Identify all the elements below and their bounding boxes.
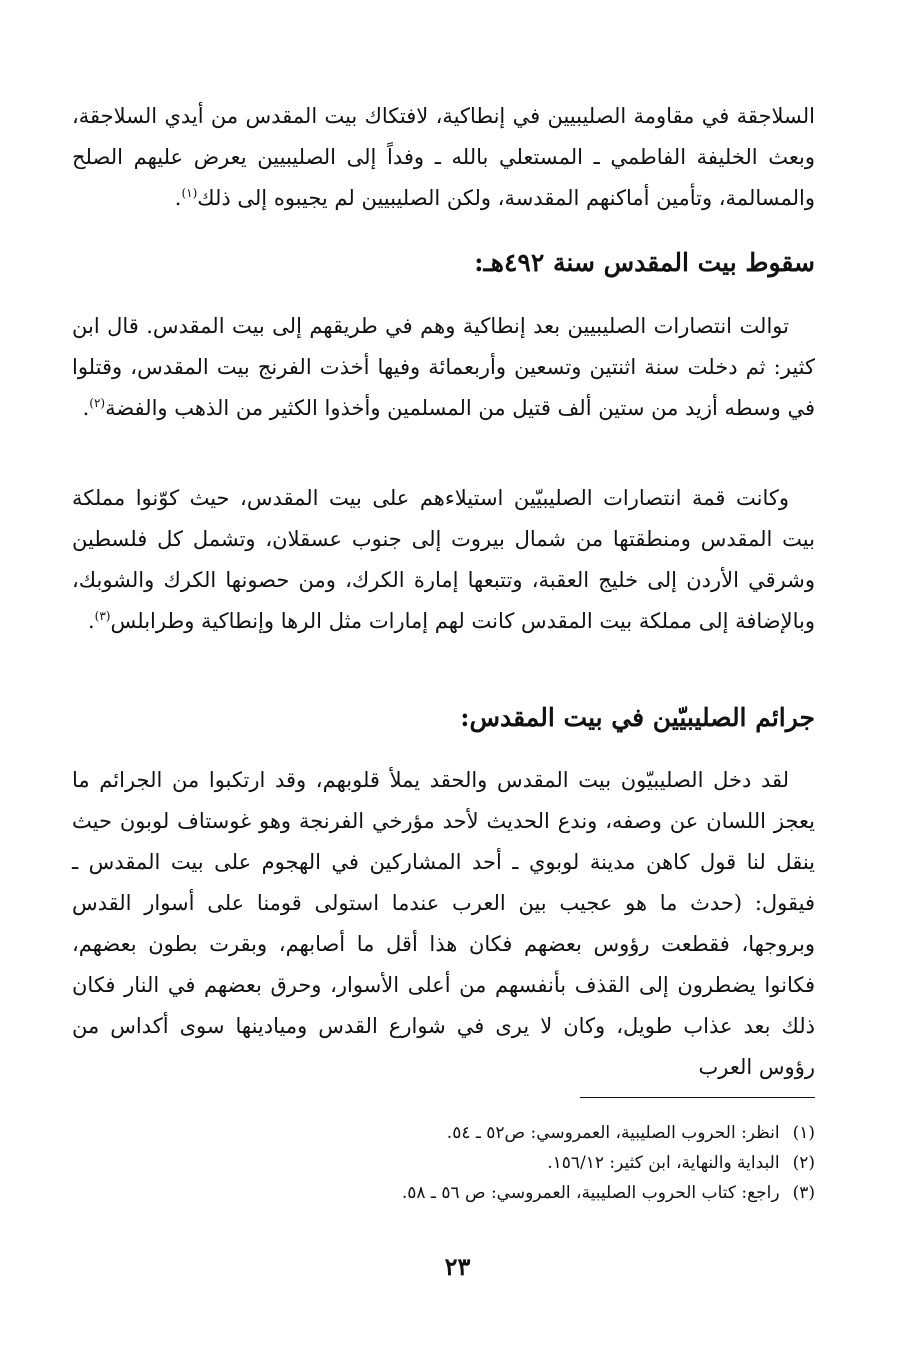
- footnote-item: [72, 1118, 815, 1148]
- footnote-item: [72, 1148, 815, 1178]
- heading-fall-of-jerusalem: سقوط بيت المقدس سنة ٤٩٢هـ:: [474, 248, 815, 277]
- footnote-text: البداية والنهاية، ابن كثير: ١٥٦/١٢.: [547, 1153, 780, 1173]
- footnote-text: راجع: كتاب الحروب الصليبية، العمروسي: ص ٥٦ ـ ٥٨.: [401, 1183, 780, 1203]
- footnote-item: [72, 1178, 815, 1208]
- section-heading-crimes: [72, 698, 815, 738]
- paragraph-3: وكانت قمة انتصارات الصليبيّين استيلاءهم على بيت المقدس، حيث كوّنوا مملكة بيت المقدس ومنطقتها من شمال بيروت إلى جنوب عسقلان، وتشمل كل فلسطين وشرقي الأردن إلى خليج العقبة، وتتبعها إمارة الكرك، ومن حصونها الكرك والشوبك، وبالإضافة إلى مملكة بيت المقدس كانت لهم إمارات مثل الرها وإنطاكية وطرابلس$^{(٣)}$.: [72, 486, 815, 633]
- paragraph-4-text: لقد دخل الصليبيّون بيت المقدس والحقد يملأ قلوبهم، وقد ارتكبوا من الجرائم ما يعجز اللسان عن وصفه، وندع الحديث لأحد مؤرخي الفرنجة وهو غوستاف لوبون حيث ينقل لنا قول كاهن مدينة لوبوي ـ أحد المشاركين في الهجوم على بيت المقدس ـ فيقول: (حدث ما هو عجيب بين العرب عندما استولى قومنا على أسوار القدس وبروجها، فقطعت رؤوس بعضهم فكان هذا أقل ما أصابهم، وبقرت بطون بعضهم، فكانوا يضطرون إلى القذف بأنفسهم من أعلى الأسوار، وحرق بعضهم في النار فكان ذلك بعد عذاب طويل، وكان لا يرى في شوارع القدس وميادينها سوى أكداس من رؤوس العرب: [72, 768, 815, 1079]
- footnote-number: (١): [792, 1123, 815, 1143]
- paragraph-2: توالت انتصارات الصليبيين بعد إنطاكية وهم في طريقهم إلى بيت المقدس. قال ابن كثير: ثم دخلت سنة اثنتين وتسعين وأربعمائة وفيها أخذت الفرنج بيت المقدس، وقتلوا في وسطه أزيد من ستين ألف قتيل من المسلمين وأخذوا الكثير من الذهب والفضة$^{(٢)}$.: [72, 314, 815, 420]
- section-heading-fall: [72, 243, 815, 283]
- heading-crusader-crimes: جرائم الصليبيّين في بيت المقدس:: [460, 703, 815, 732]
- paragraph-1-text: السلاجقة في مقاومة الصليبيين في إنطاكية، لافتكاك بيت المقدس من أيدي السلاجقة، وبعث الخليفة الفاطمي ـ المستعلي بالله ـ وفداً إلى الصليبيين يعرض عليهم الصلح والمسالمة، وتأمين أماكنهم المقدسة، ولكن الصليبيين لم يجيبوه إلى ذلك: [72, 104, 815, 210]
- footnote-number: (٢): [792, 1153, 815, 1173]
- footnote-text: انظر: الحروب الصليبية، العمروسي: ص٥٢ ـ ٥٤.: [446, 1123, 780, 1143]
- paragraph-1: السلاجقة في مقاومة الصليبيين في إنطاكية، لافتكاك بيت المقدس من أيدي السلاجقة، وبعث الخليفة الفاطمي ـ المستعلي بالله ـ وفداً إلى الصليبيين يعرض عليهم الصلح والمسالمة، وتأمين أماكنهم المقدسة، ولكن الصليبيين لم يجيبوه إلى ذلك$^{(١)}$.: [72, 104, 815, 210]
- footnotes-list: [72, 1118, 815, 1208]
- footnote-divider: [580, 1097, 815, 1098]
- footnote-ref-2: (٢): [89, 396, 106, 410]
- footnote-ref-3: (٣): [94, 609, 111, 623]
- page-number: ٢٣: [444, 1252, 471, 1281]
- paragraph-4: [72, 760, 815, 1088]
- footnote-ref-1: (١): [181, 186, 198, 200]
- paragraph-3-text: وكانت قمة انتصارات الصليبيّين استيلاءهم على بيت المقدس، حيث كوّنوا مملكة بيت المقدس ومنطقتها من شمال بيروت إلى جنوب عسقلان، وتشمل كل فلسطين وشرقي الأردن إلى خليج العقبة، وتتبعها إمارة الكرك، ومن حصونها الكرك والشوبك، وبالإضافة إلى مملكة بيت المقدس كانت لهم إمارات مثل الرها وإنطاكية وطرابلس: [72, 486, 815, 633]
- footnote-number: (٣): [792, 1183, 815, 1203]
- paragraph-2-text: توالت انتصارات الصليبيين بعد إنطاكية وهم في طريقهم إلى بيت المقدس. قال ابن كثير: ثم دخلت سنة اثنتين وتسعين وأربعمائة وفيها أخذت الفرنج بيت المقدس، وقتلوا في وسطه أزيد من ستين ألف قتيل من المسلمين وأخذوا الكثير من الذهب والفضة: [72, 314, 815, 420]
